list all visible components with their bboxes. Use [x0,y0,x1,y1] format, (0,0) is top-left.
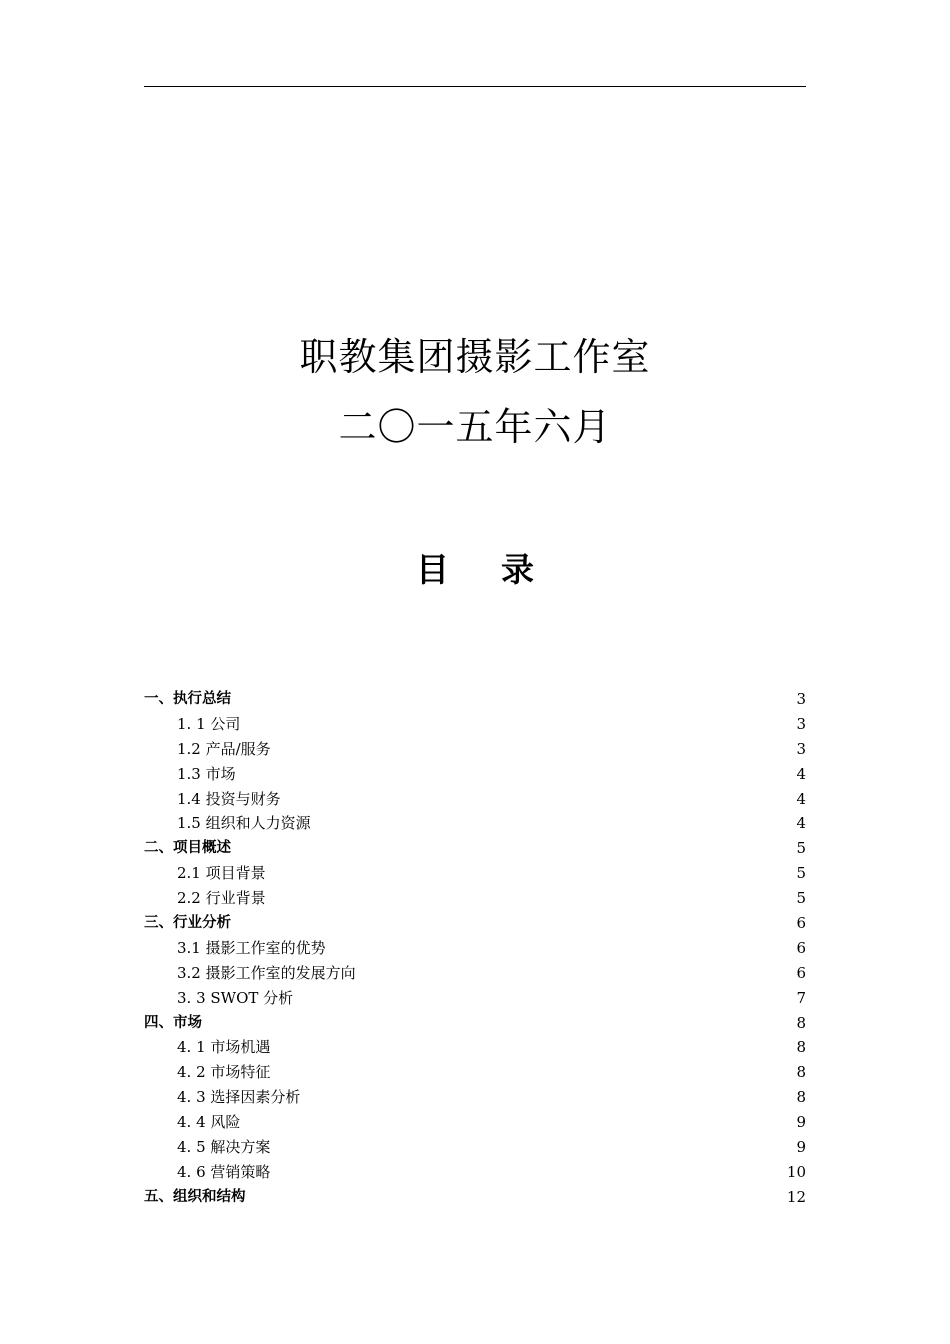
toc-section-entry[interactable] [144,811,806,836]
toc-entry-page: 5 [796,864,806,883]
toc-entry-title: 四、市场 [144,1014,202,1031]
toc-entry-page: 8 [796,1063,806,1082]
toc-chapter-entry[interactable] [144,836,806,861]
toc-entry-page: 8 [796,1038,806,1057]
toc-heading-char: 录 [501,550,534,589]
toc-entry-page: 12 [786,1187,806,1206]
toc-chapter-entry[interactable] [144,687,806,712]
toc-section-entry[interactable] [144,1085,806,1110]
toc-entry-title: 3. 3 SWOT 分析 [177,988,294,1007]
toc-entry-title: 1.2 产品/服务 [177,739,271,758]
toc-entry-title: 五、组织和结构 [144,1188,246,1205]
toc-entry-page: 6 [796,963,806,982]
toc-entry-page: 3 [796,690,806,708]
toc-entry-title: 1.3 市场 [177,764,236,783]
toc-chapter-entry[interactable] [144,1011,806,1036]
toc-entry-page: 3 [796,739,806,758]
toc-entry-title: 4. 6 营销策略 [177,1162,271,1181]
toc-entry-page: 5 [796,839,806,858]
toc-entry-page: 8 [796,1088,806,1107]
toc-entry-page: 7 [796,988,806,1007]
toc-entry-page: 9 [796,1113,806,1132]
toc-section-entry[interactable] [144,861,806,886]
toc-entry-title: 二、项目概述 [144,840,231,857]
toc-section-entry[interactable] [144,936,806,961]
toc-entry-title: 4. 3 选择因素分析 [177,1088,301,1107]
toc-entry-title: 1.5 组织和人力资源 [177,814,311,833]
toc-entry-title: 一、执行总结 [144,691,231,707]
toc-entry-title: 3.2 摄影工作室的发展方向 [177,963,356,982]
toc-entry-page: 8 [796,1013,806,1032]
toc-section-entry[interactable] [144,1035,806,1060]
toc-entry-page: 9 [796,1138,806,1157]
toc-section-entry[interactable] [144,712,806,737]
document-title: 职教集团摄影工作室 [299,335,651,379]
table-of-contents [144,687,806,1210]
toc-entry-page: 6 [796,914,806,933]
toc-entry-page: 6 [796,938,806,957]
toc-heading [0,548,950,592]
toc-entry-title: 4. 1 市场机遇 [177,1038,271,1057]
document-date: 二〇一五年六月 [338,405,612,449]
toc-entry-title: 三、行业分析 [144,915,231,932]
toc-entry-page: 10 [786,1162,806,1181]
toc-entry-title: 3.1 摄影工作室的优势 [177,938,326,957]
toc-section-entry[interactable] [144,762,806,787]
toc-entry-title: 2.2 行业背景 [177,889,266,908]
toc-section-entry[interactable] [144,961,806,986]
toc-entry-title: 1. 1 公司 [177,714,241,733]
toc-entry-title: 4. 5 解决方案 [177,1138,271,1157]
toc-entry-page: 4 [796,764,806,783]
toc-section-entry[interactable] [144,787,806,812]
header-rule [144,86,806,87]
toc-entry-title: 1.4 投资与财务 [177,789,281,808]
toc-entry-title: 2.1 项目背景 [177,864,266,883]
toc-section-entry[interactable] [144,737,806,762]
toc-entry-page: 5 [796,889,806,908]
toc-entry-page: 4 [796,814,806,833]
toc-section-entry[interactable] [144,886,806,911]
toc-entry-page: 4 [796,789,806,808]
toc-entry-title: 4. 4 风险 [177,1113,241,1132]
toc-chapter-entry[interactable] [144,911,806,936]
toc-entry-page: 3 [796,714,806,733]
toc-section-entry[interactable] [144,1060,806,1085]
toc-section-entry[interactable] [144,986,806,1011]
toc-section-entry[interactable] [144,1110,806,1135]
toc-chapter-entry[interactable] [144,1185,806,1210]
toc-heading-char: 目 [416,550,449,589]
toc-entry-title: 4. 2 市场特征 [177,1063,271,1082]
toc-section-entry[interactable] [144,1135,806,1160]
toc-section-entry[interactable] [144,1160,806,1185]
